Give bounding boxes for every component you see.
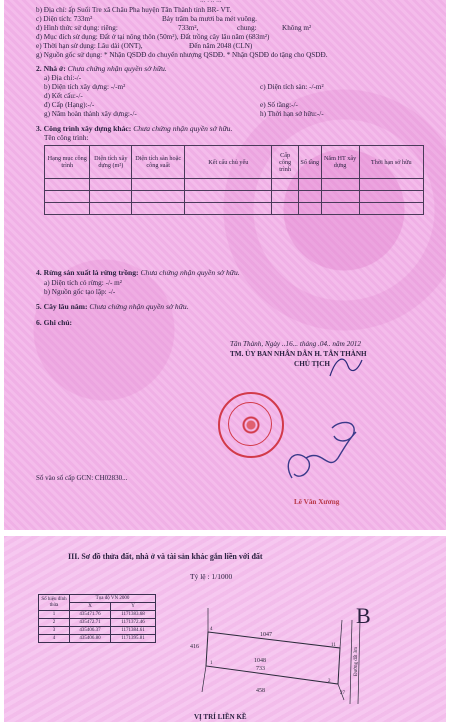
house-year: g) Năm hoàn thành xây dựng:-/- [44, 110, 137, 118]
use-term-2: Đến năm 2048 (CLN) [189, 42, 253, 50]
chairman-signature [272, 418, 372, 490]
house-grade: đ) Cấp (Hạng):-/- [44, 101, 95, 109]
construction-table [44, 145, 424, 215]
issuing-authority: TM. ỦY BAN NHÂN DÂN H. TÂN THÀNH [230, 350, 367, 358]
col-header: Năm HT xây dựng [321, 146, 359, 179]
land-area: c) Diện tích: 733m² [36, 15, 93, 23]
vertex-label: 2 [328, 679, 331, 684]
coordinate-table [38, 594, 156, 643]
coord-header-y: Y [111, 603, 156, 611]
table-row: 4 435406.80 1171395.81 [39, 635, 156, 643]
house-term: h) Thời hạn sở hữu:-/- [260, 110, 324, 118]
col-header: Kết cấu chủ yếu [185, 146, 272, 179]
table-row [45, 191, 424, 203]
forest-origin: b) Nguồn gốc tạo lập: -/- [44, 288, 116, 296]
adjacent-section-title: VỊ TRÍ LIỀN KỀ [194, 713, 247, 721]
section-2-heading: 2. Nhà ở: Chưa chứng nhận quyền sở hữu. [36, 64, 167, 73]
map-label-1047: 1047 [260, 632, 272, 638]
coord-header-system: Tọa độ VN 2000 [70, 595, 156, 603]
col-header: Hạng mục công trình [45, 146, 90, 179]
section-4-heading: 4. Rừng sản xuất là rừng trồng: Chưa chứng nhận quyền sở hữu. [36, 268, 240, 277]
use-form-shared: Không m² [282, 24, 312, 32]
house-structure: d) Kết cấu:-/- [44, 92, 83, 100]
use-term: e) Thời hạn sử dụng: Lâu dài (ONT), [36, 42, 143, 50]
signer-name: Lê Văn Xương [294, 498, 340, 506]
map-label-733: 733 [256, 666, 265, 672]
construction-table-title: Tên công trình: [44, 134, 89, 142]
house-build-area: b) Diện tích xây dựng: -/-m² [44, 83, 126, 91]
map-label-1048: 1048 [254, 658, 266, 664]
direction-label-b: B [356, 603, 371, 628]
vertex-label: 27 [340, 691, 345, 696]
map-label-416: 416 [190, 644, 199, 650]
col-header: Thời hạn sở hữu [359, 146, 423, 179]
forest-area: a) Diện tích có rừng: -/- m² [44, 279, 122, 287]
use-form-shared-label: chung: [237, 24, 257, 32]
diagram-section-title: III. Sơ đồ thửa đất, nhà ở và tài sản khác gắn liền với đất [68, 552, 263, 561]
signer-position: CHỦ TỊCH [294, 360, 331, 368]
col-header: Cấp công trình [272, 146, 299, 179]
road-label: Đường đất 3m [354, 647, 359, 676]
land-address: b) Địa chỉ: ấp Suối Tre xã Châu Pha huyện Tân Thành tỉnh BR- VT. [36, 6, 232, 14]
table-row [45, 203, 424, 215]
registration-number: Số vào sổ cấp GCN: CH02830... [36, 474, 128, 482]
parcel-boundary [202, 608, 360, 704]
house-floors: e) Số tầng:-/- [260, 101, 298, 109]
coord-header-x: X [70, 603, 111, 611]
section-6-heading: 6. Ghi chú: [36, 318, 73, 327]
initial-signature [326, 352, 366, 382]
section-3-heading: 3. Công trình xây dựng khác: Chưa chứng nhận quyền sở hữu. [36, 124, 233, 133]
vertex-label: 11 [331, 643, 336, 648]
issue-date: Tân Thành, Ngày ..16... tháng .04.. năm 2012 [230, 340, 361, 348]
col-header: Số tầng [298, 146, 321, 179]
seal-emblem-icon [242, 416, 260, 434]
table-row [45, 179, 424, 191]
certificate-page-1 [4, 0, 446, 530]
page-top-cut: ... . .. ... [200, 0, 222, 4]
col-header: Diện tích xây dựng (m²) [90, 146, 132, 179]
use-form-private: 733m², [178, 24, 199, 32]
coord-header-vertex: Số hiệu đỉnh thửa [39, 595, 70, 611]
vertex-label: 1 [210, 661, 213, 666]
diagram-scale: Tỷ lệ : 1/1000 [190, 572, 233, 581]
use-form: d) Hình thức sử dụng: riêng: [36, 24, 118, 32]
col-header: Diện tích sàn hoặc công suất [132, 146, 185, 179]
use-origin: g) Nguồn gốc sử dụng: * Nhận QSDĐ do chuyển nhượng QSDĐ. * Nhận QSDĐ do tặng cho QSDĐ. [36, 51, 328, 59]
vertex-label: 4 [210, 627, 213, 632]
house-address: a) Địa chỉ:-/- [44, 74, 82, 82]
section-5-heading: 5. Cây lâu năm: Chưa chứng nhận quyền sở hữu. [36, 302, 189, 311]
land-area-words: Bảy trăm ba mươi ba mét vuông. [162, 15, 257, 23]
map-label-458: 458 [256, 688, 265, 694]
use-purpose: đ) Mục đích sử dụng: Đất ở tại nông thôn (50m²), Đất trồng cây lâu năm (683m²) [36, 33, 270, 41]
parcel-map [190, 600, 370, 710]
table-row: 2 435472.71 1171372.46 [39, 619, 156, 627]
table-row: 3 435406.37 1171384.61 [39, 627, 156, 635]
table-row: 1 435471.76 1171383.68 [39, 611, 156, 619]
house-floor-area: c) Diện tích sàn: -/-m² [260, 83, 324, 91]
